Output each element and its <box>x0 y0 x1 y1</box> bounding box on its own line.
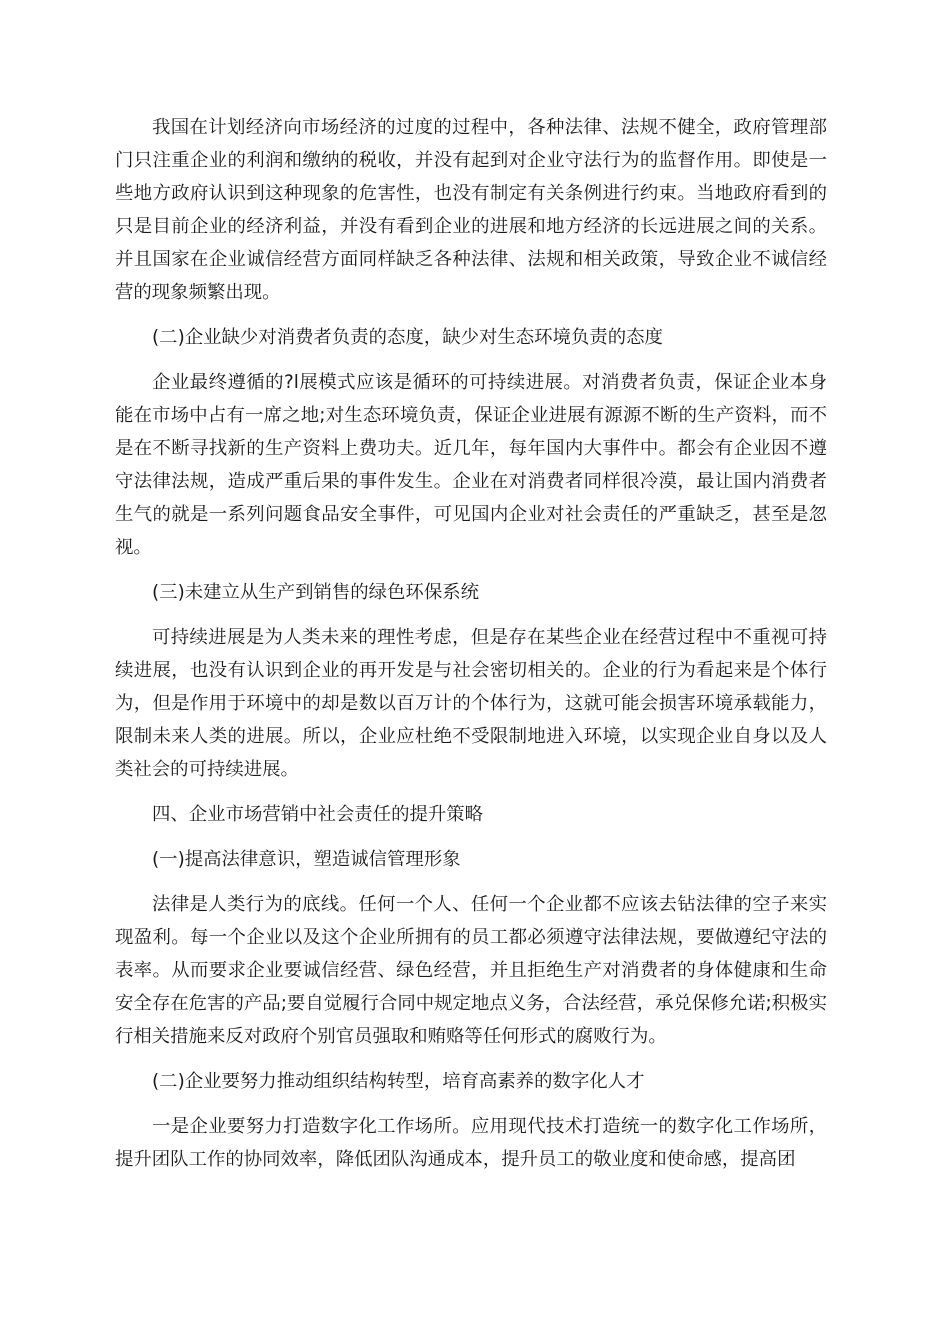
chapter-heading-4: 四、企业市场营销中社会责任的提升策略 <box>152 804 484 825</box>
section-heading-3: (三)未建立从生产到销售的绿色环保系统 <box>152 582 479 603</box>
paragraph-legal-environment: 我国在计划经济向市场经济的过度的过程中，各种法律、法规不健全，政府管理部门只注重企业的利润和缴纳的税收，并没有起到对企业守法行为的监督作用。即使是一些地方政府认识到这种现象的危害性，也没有制定有关条例进行约束。当地政府看到的只是目前企业的经济利益，并没有看到企业的进展和地方经济的长远进展之间的关系。并且国家在企业诚信经营方面同样缺乏各种法律、法规和相关政策，导致企业不诚信经营的现象频繁出现。 <box>115 117 827 303</box>
paragraph-digital-workplace: 一是企业要努力打造数字化工作场所。应用现代技术打造统一的数字化工作场所，提升团队工作的协同效率，降低团队沟通成本，提升员工的敬业度和使命感，提高团 <box>115 1116 827 1170</box>
paragraph-green-system: 可持续进展是为人类未来的理性考虑，但是存在某些企业在经营过程中不重视可持续进展，也没有认识到企业的再开发是与社会密切相关的。企业的行为看起来是个体行为，但是作用于环境中的却是数以百万计的个体行为，这就可能会损害环境承载能力，限制未来人类的进展。所以，企业应杜绝不受限制地进入环境，以实现企业自身以及人类社会的可持续进展。 <box>115 627 827 780</box>
paragraph-law-awareness: 法律是人类行为的底线。任何一个人、任何一个企业都不应该去钻法律的空子来实现盈利。每一个企业以及这个企业所拥有的员工都必须遵守法律法规，要做遵纪守法的表率。从而要求企业要诚信经营、绿色经营，并且拒绝生产对消费者的身体健康和生命安全存在危害的产品;要自觉履行合同中规定地点义务，合法经营，承兑保修允诺;积极实行相关措施来反对政府个别官员强取和贿赂等任何形式的腐败行为。 <box>115 894 827 1047</box>
section-heading-2: (二)企业缺少对消费者负责的态度，缺少对生态环境负责的态度 <box>152 327 663 348</box>
paragraph-sustainable-development: 企业最终遵循的?l展模式应该是循环的可持续进展。对消费者负责，保证企业本身能在市场中占有一席之地;对生态环境负责，保证企业进展有源源不断的生产资料，而不是在不断寻找新的生产资料上费功夫。近几年，每年国内大事件中。都会有企业因不遵守法律法规，造成严重后果的事件发生。企业在对消费者同样很冷漠，最让国内消费者生气的就是一系列问题食品安全事件，可见国内企业对社会责任的严重缺乏，甚至是忽视。 <box>115 372 827 558</box>
document-body <box>115 111 827 1188</box>
section-heading-4-2: (二)企业要努力推动组织结构转型，培育高素养的数字化人才 <box>152 1071 645 1092</box>
section-heading-4-1: (一)提高法律意识，塑造诚信管理形象 <box>152 849 461 870</box>
